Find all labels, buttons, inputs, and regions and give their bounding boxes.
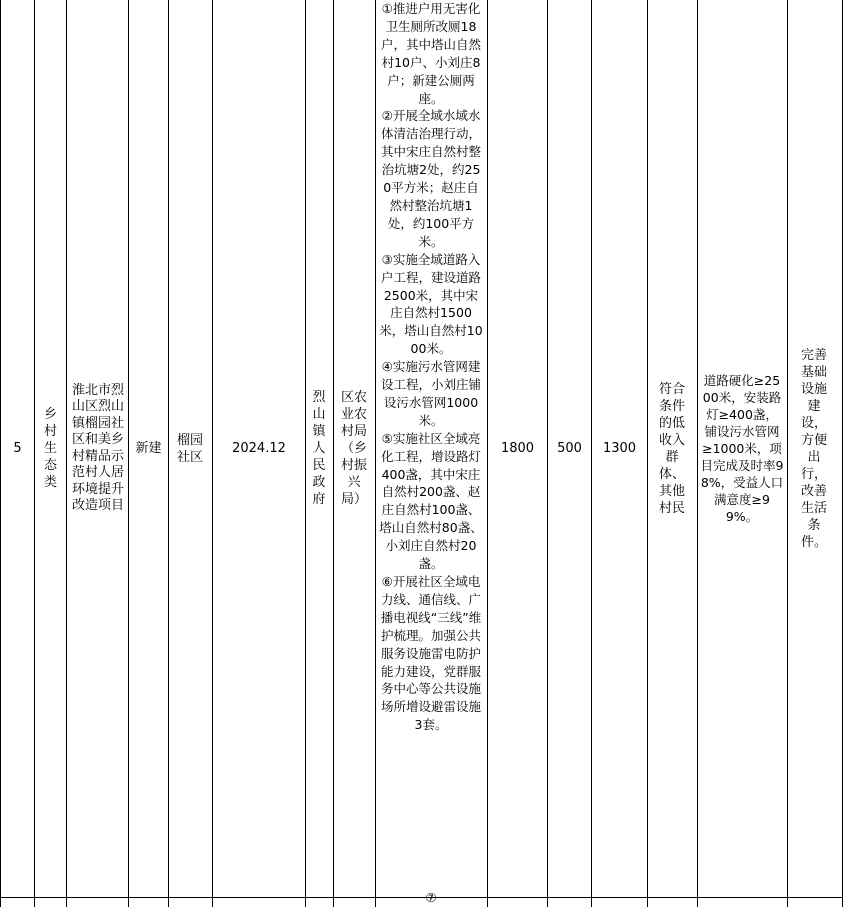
start-time-text: 2024.12	[232, 441, 286, 456]
cell-seq	[1, 0, 34, 897]
cell-build-type	[129, 0, 168, 897]
cell-fund-b	[592, 0, 647, 897]
cell-implementer	[311, 0, 327, 897]
beneficiaries-text: 符合条件的低收入群体、其他村民	[658, 381, 685, 516]
cell-supervisor	[339, 0, 369, 897]
cell-benefit-mechanism	[797, 0, 831, 897]
grid-line	[647, 0, 648, 907]
supervisor-text: 区农业农村局（乡村振兴局）	[340, 390, 367, 507]
grid-line	[168, 0, 169, 907]
grid-line	[333, 0, 334, 907]
next-row-fragment-text: ⑦	[425, 890, 437, 905]
location-text: 榴园社区	[176, 432, 203, 465]
cell-beneficiaries	[654, 0, 690, 897]
project-name-text: 淮北市烈山区烈山镇榴园社区和美乡村精品示范村人居环境提升改造项目	[72, 382, 125, 513]
fund-a-text: 500	[557, 441, 582, 456]
grid-line	[697, 0, 698, 907]
grid-line	[305, 0, 306, 907]
grid-line	[34, 0, 35, 907]
cell-construction-content: ①推进户用无害化卫生厕所改厕18户，其中塔山自然村10户、小刘庄8户；新建公厕两座。 ②开展全域水域水体清洁治理行动，其中宋庄自然村整治坑塘2处，约250平方米；赵庄自然村整治坑塘1处，约100平方米。 ③实施全域道路入户工程，建设道路2500米，其中宋庄自然村1500米，塔山自然村1000米。 ④实施污水管网建设工程，小刘庄铺设污水管网1000米。 ⑤实施社区全域亮化工程，增设路灯400盏，其中宋庄自然村200盏、赵庄自然村100盏、塔山自然村80盏、小刘庄自然村20盏。 ⑥开展社区全域电力线、通信线、广播电视线“三线”维护梳理。加强公共服务设施雷电防护能力建设，党群服务中心等公共设施场所增设避雷设施3套。	[379, 1, 483, 733]
cell-category	[42, 0, 59, 897]
grid-line	[787, 0, 788, 907]
grid-line	[375, 0, 376, 907]
build-type-text: 新建	[135, 441, 162, 456]
cell-performance-target	[700, 0, 784, 897]
cell-project-name	[72, 0, 124, 897]
grid-line	[66, 0, 67, 907]
cell-fund-a	[548, 0, 591, 897]
performance-target-text: 道路硬化≥2500米，安装路灯≥400盏，铺设污水管网≥1000米，项目完成及时率98%，受益人口满意度≥99%。	[700, 373, 784, 524]
implementer-text: 烈山镇人民政府	[312, 390, 326, 507]
fund-b-text: 1300	[602, 441, 637, 456]
cell-total-investment	[488, 0, 547, 897]
cell-start-time	[213, 0, 305, 897]
benefit-mechanism-text: 完善基础设施建设，方便出行，改善生活条件。	[800, 347, 827, 550]
total-investment-text: 1800	[500, 441, 535, 456]
seq-text: 5	[13, 441, 22, 456]
next-row-fragment	[376, 890, 486, 907]
cell-location	[173, 0, 207, 897]
category-text: 乡村生态类	[43, 407, 57, 490]
